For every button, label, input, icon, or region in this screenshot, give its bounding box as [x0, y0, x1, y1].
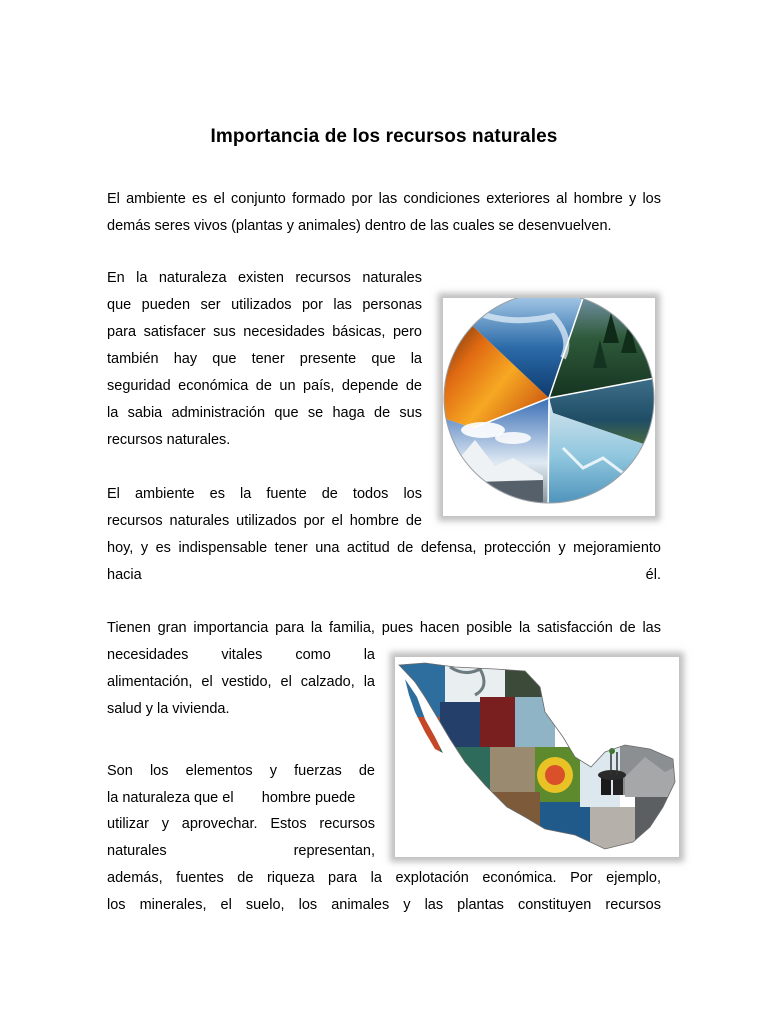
paragraph-4-line-4: salud y la vivienda.: [107, 701, 230, 717]
paragraph-5-line-1: Son los elementos y fuerzas de: [107, 763, 375, 779]
paragraph-2-line-4: también hay que tener presente que la: [107, 351, 422, 367]
paragraph-3-line-3: hoy, y es indispensable tener una actitud de defensa, protección y mejoramiento: [107, 540, 661, 556]
document-title: Importancia de los recursos naturales: [210, 126, 558, 147]
paragraph-5-line-2: la naturaleza que el hombre puede: [107, 790, 356, 806]
paragraph-2-line-1: En la naturaleza existen recursos naturales: [107, 270, 422, 286]
mexico-map-collage-image: [395, 657, 679, 857]
paragraph-5-line-3: utilizar y aprovechar. Estos recursos: [107, 816, 375, 832]
paragraph-2-line-6: la sabia administración que se haga de sus: [107, 405, 422, 421]
paragraph-3-line-1: El ambiente es la fuente de todos los: [107, 486, 422, 502]
paragraph-4-line-3: alimentación, el vestido, el calzado, la: [107, 674, 375, 690]
paragraph-1-line-1: El ambiente es el conjunto formado por las condiciones exteriores al hombre y los: [107, 191, 661, 207]
paragraph-4-line-2: necesidades vitales como la: [107, 647, 375, 663]
paragraph-2-line-2: que pueden ser utilizados por las personas: [107, 297, 422, 313]
natural-resources-circle-image: [443, 298, 655, 516]
paragraph-4-line-1: Tienen gran importancia para la familia, pues hacen posible la satisfacción de las: [107, 620, 661, 636]
paragraph-5-line-6: los minerales, el suelo, los animales y las plantas constituyen recursos: [107, 897, 661, 913]
paragraph-1-line-2: demás seres vivos (plantas y animales) dentro de las cuales se desenvuelven.: [107, 218, 612, 234]
paragraph-5-line-4: naturales representan,: [107, 843, 375, 859]
paragraph-2-line-3: para satisfacer sus necesidades básicas, pero: [107, 324, 422, 340]
paragraph-2-line-5: seguridad económica de un país, depende de: [107, 378, 422, 394]
paragraph-2-line-7: recursos naturales.: [107, 432, 231, 448]
paragraph-3-line-4: hacia él.: [107, 567, 661, 583]
paragraph-5-line-5: además, fuentes de riqueza para la explotación económica. Por ejemplo,: [107, 870, 661, 886]
paragraph-3-line-2: recursos naturales utilizados por el hombre de: [107, 513, 422, 529]
